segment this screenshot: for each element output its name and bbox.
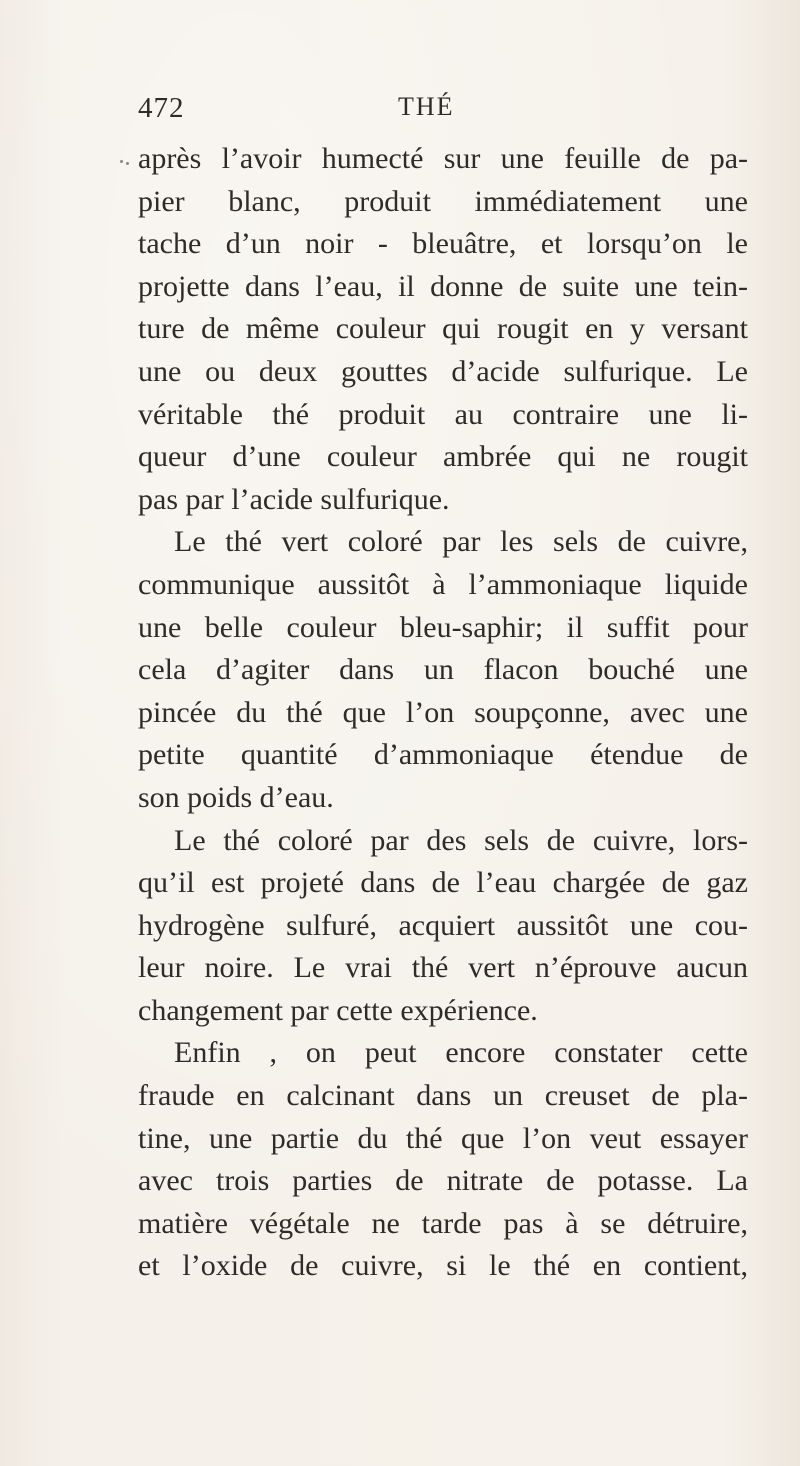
text-line: cela d’agiter dans un flacon bouché une (138, 653, 748, 687)
text-line: son poids d’eau. (138, 780, 334, 814)
text-line: fraude en calcinant dans un creuset de pla- (138, 1079, 748, 1113)
running-head: THÉ (398, 92, 455, 121)
text-line: pier blanc, produit immédiatement une (138, 184, 748, 218)
text-line: changement par cette expérience. (138, 993, 538, 1027)
text-line: et l’oxide de cuivre, si le thé en contient, (138, 1249, 748, 1283)
text-line: pas par l’acide sulfurique. (138, 482, 450, 516)
text-line: hydrogène sulfuré, acquiert aussitôt une cou- (138, 908, 748, 942)
text-line: après l’avoir humecté sur une feuille de pa- (138, 142, 748, 175)
text-line: matière végétale ne tarde pas à se détruire, (138, 1206, 748, 1240)
margin-speck (126, 162, 129, 165)
page-number: 472 (138, 92, 185, 124)
text-line: une belle couleur bleu-saphir; il suffit pour (138, 610, 748, 644)
text-line: projette dans l’eau, il donne de suite une tein- (138, 269, 748, 303)
text-line: petite quantité d’ammoniaque étendue de (138, 738, 748, 772)
text-line: avec trois parties de nitrate de potasse. La (138, 1164, 748, 1198)
text-line: Le thé vert coloré par les sels de cuivre, (174, 525, 748, 559)
text-line: une ou deux gouttes d’acide sulfurique. Le (138, 354, 748, 388)
body-text (138, 138, 748, 1288)
text-line: communique aussitôt à l’ammoniaque liquide (138, 567, 748, 601)
text-line: queur d’une couleur ambrée qui ne rougit (138, 440, 748, 474)
text-line: pincée du thé que l’on soupçonne, avec une (138, 695, 748, 729)
text-line: Enfin , on peut encore constater cette (174, 1036, 748, 1070)
margin-speck (120, 160, 123, 163)
text-line: tache d’un noir - bleuâtre, et lorsqu’on le (138, 227, 748, 261)
page-header (138, 92, 748, 128)
text-line: leur noire. Le vrai thé vert n’éprouve aucun (138, 951, 748, 985)
text-line: tine, une partie du thé que l’on veut essayer (138, 1121, 748, 1155)
text-line: véritable thé produit au contraire une li- (138, 397, 748, 431)
text-line: Le thé coloré par des sels de cuivre, lors- (174, 823, 748, 857)
text-line: qu’il est projeté dans de l’eau chargée de gaz (138, 866, 748, 900)
text-line: ture de même couleur qui rougit en y versant (138, 312, 748, 346)
